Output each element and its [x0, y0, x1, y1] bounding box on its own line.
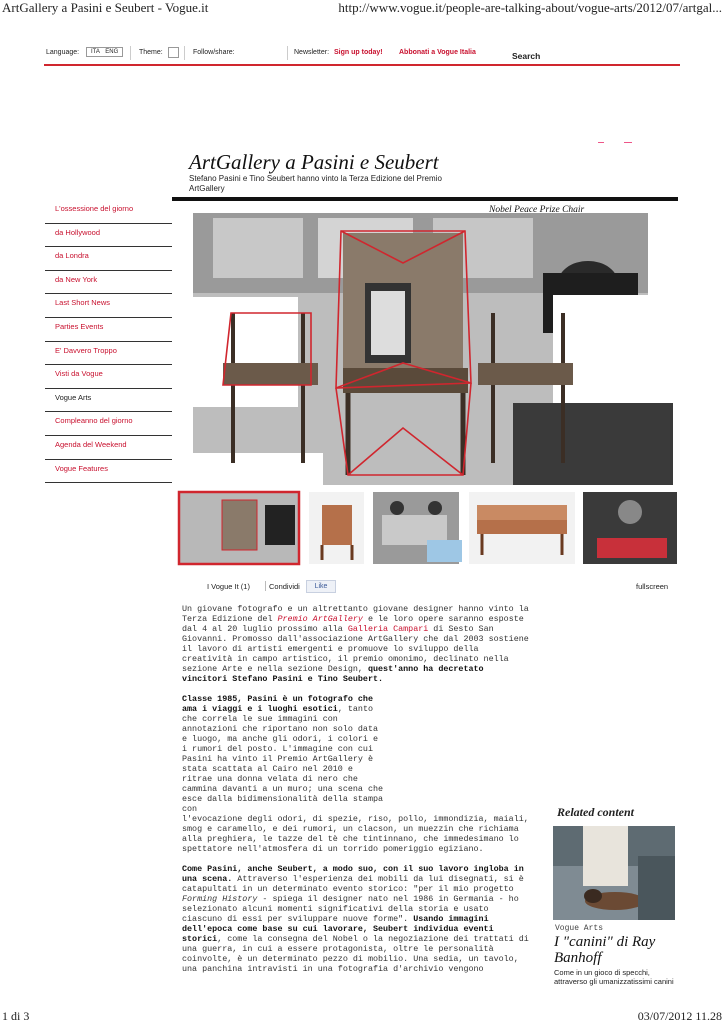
- fullscreen-button[interactable]: fullscreen: [636, 582, 669, 591]
- sidebar-item[interactable]: Vogue Features: [45, 460, 172, 484]
- sidebar-item[interactable]: Agenda del Weekend: [45, 436, 172, 460]
- top-nav-bar: [44, 42, 680, 66]
- thumbnail-3: [373, 492, 462, 564]
- sidebar-item[interactable]: da Hollywood: [45, 224, 172, 248]
- related-content-heading: Related content: [557, 805, 634, 819]
- print-footer-page: 1 di 3: [2, 1009, 30, 1023]
- related-description: Come in un gioco di specchi, attraverso gli umanizzatissimi canini: [554, 968, 674, 986]
- related-thumbnail[interactable]: [553, 826, 675, 920]
- divider: [287, 46, 288, 60]
- title-rule: [172, 197, 678, 201]
- thumbnail-2: [309, 492, 364, 564]
- sidebar-item[interactable]: Parties Events: [45, 318, 172, 342]
- subscribe-link[interactable]: Abbonati a Vogue Italia: [399, 49, 476, 56]
- paragraph-2a: Classe 1985, Pasini è un fotografo che ama i viaggi e i luoghi esotici, tanto che correla le sue immagini con annotazioni che riportano non solo data e luogo, ma anche gli odori, i colori e i rumori del posto. L'immagine con cui Pasini ha vinto il Premio ArtGallery è stata scattata al Cairo nel 2010 e ritrae una donna velata di nero che cammina davanti a un muro; una scena che esce dalla bidimensionalità della stampa con: [182, 694, 384, 814]
- sidebar-item[interactable]: Compleanno del giorno: [45, 412, 172, 436]
- lang-ita-option[interactable]: ITA: [91, 49, 100, 55]
- print-footer-datetime: 03/07/2012 11.28: [637, 1009, 722, 1023]
- thumbnail-4: [469, 492, 575, 564]
- galleria-campari-link[interactable]: Galleria Campari: [347, 624, 429, 634]
- sidebar-item-active[interactable]: Vogue Arts: [45, 389, 172, 413]
- follow-share-label: Follow/share:: [193, 49, 235, 56]
- thumbnail-1: [179, 492, 299, 564]
- thumbnail-5: [583, 492, 677, 564]
- theme-toggle[interactable]: [168, 47, 179, 58]
- sidebar-item[interactable]: Last Short News: [45, 294, 172, 318]
- divider: [130, 46, 131, 60]
- language-label: Language:: [46, 49, 80, 56]
- signup-link[interactable]: Sign up today!: [334, 49, 383, 56]
- related-title-link[interactable]: I "canini" di Ray Banhoff: [554, 934, 656, 966]
- article-title: ArtGallery a Pasini e Seubert: [189, 150, 439, 174]
- print-header-url: http://www.vogue.it/people-are-talking-about/vogue-arts/2012/07/artgal...: [338, 0, 722, 15]
- newsletter-label: Newsletter:: [294, 49, 330, 56]
- search-link[interactable]: Search: [512, 51, 541, 61]
- article-subtitle: Stefano Pasini e Tino Seubert hanno vinto la Terza Edizione del Premio ArtGallery: [189, 174, 442, 193]
- image-caption: Nobel Peace Prize Chair: [489, 205, 585, 215]
- sidebar-nav: [45, 200, 172, 483]
- lang-eng-option[interactable]: ENG: [105, 49, 119, 55]
- paragraph-1: Un giovane fotografo e un altrettanto giovane designer hanno vinto la Terza Edizione del Premio ArtGallery e le loro opere saranno esposte dal 4 al 20 luglio prossimo alla Galleria Campari di Sesto San Giovanni. Promosso dall'associazione ArtGallery che dal 2003 sostiene il lavoro di artisti emergenti e promuove lo sviluppo della creatività in campo artistico, il premio omonimo, declinato nella sezione Arte e nella sezione Design, quest'anno ha decretato vincitori Stefano Pasini e Tino Seubert.: [182, 604, 529, 684]
- share-button[interactable]: Condividi: [269, 582, 300, 591]
- related-category: Vogue Arts: [555, 924, 604, 933]
- vogue-it-count[interactable]: I Vogue It (1): [207, 582, 250, 591]
- thumbnail-strip[interactable]: [177, 490, 678, 568]
- sidebar-item[interactable]: E' Davvero Troppo: [45, 342, 172, 366]
- theme-label: Theme:: [139, 49, 163, 56]
- sidebar-item[interactable]: Visti da Vogue: [45, 365, 172, 389]
- premio-artgallery-link[interactable]: Premio ArtGallery: [277, 614, 363, 624]
- decor-mark: [598, 142, 604, 143]
- language-switcher[interactable]: [86, 47, 123, 57]
- sidebar-item[interactable]: da New York: [45, 271, 172, 295]
- sidebar-item[interactable]: L'ossessione del giorno: [45, 200, 172, 224]
- main-gallery-image[interactable]: [193, 213, 678, 485]
- sidebar-item[interactable]: da Londra: [45, 247, 172, 271]
- print-header-title: ArtGallery a Pasini e Seubert - Vogue.it: [2, 0, 209, 15]
- divider: [265, 581, 266, 591]
- paragraph-3: Come Pasini, anche Seubert, a modo suo, con il suo lavoro ingloba in una scena. Attraverso l'esperienza dei mobili da lui disegnati, si è catapultati in un determinato evento storico: "per il mio progetto Forming History - spiega il designer nato nel 1986 in Germania - ho selezionato alcuni momenti significativi della storia e usato ciascuno di essi per sviluppare nuove forme". Usando immagini dell'epoca come base su cui lavorare, Seubert individua eventi storici, come la consegna del Nobel o la negoziazione dei trattati di una guerra, in cui a essere protagonista, oltre le personalità coinvolte, è un determinato pezzo di mobilio. Una sedia, un tavolo, una panchina intravisti in una fotografia d'archivio vengono: [182, 864, 529, 974]
- decor-mark: [624, 142, 632, 143]
- facebook-like-button[interactable]: Like: [306, 580, 336, 593]
- article-body: [182, 604, 532, 984]
- divider: [184, 46, 185, 60]
- paragraph-2b: l'evocazione degli odori, di spezie, riso, pollo, immondizia, maiali, smog e caramello, e dei rumori, un clacson, un muezzin che richiama alla preghiera, le tazze del tè che tintinnano, che immedesimano lo spettatore nell'atmosfera di un torrido pomeriggio egiziano.: [182, 814, 529, 854]
